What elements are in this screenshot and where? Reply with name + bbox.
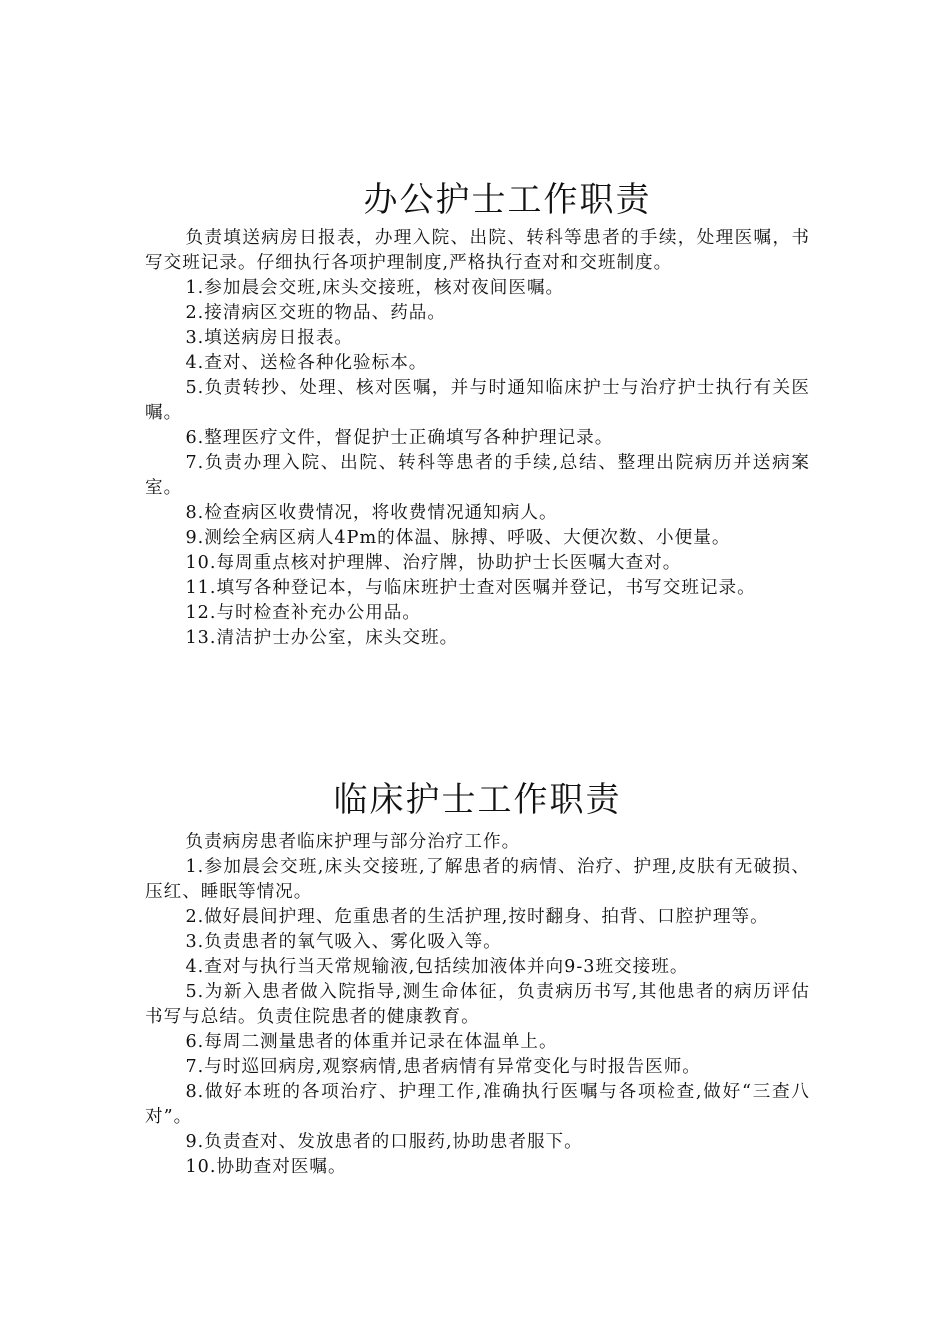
duty-list	[145, 276, 810, 651]
duty-item: 10.协助查对医嘱。	[185, 1157, 347, 1177]
duty-item: 9.测绘全病区病人4Pm的体温、脉搏、呼吸、大便次数、小便量。	[185, 528, 731, 548]
duty-item: 8.检查病区收费情况，将收费情况通知病人。	[185, 503, 558, 523]
duty-item: 8.做好本班的各项治疗、护理工作,准确执行医嘱与各项检查,做好“三查八对”。	[145, 1082, 810, 1127]
duty-item: 10.每周重点核对护理牌、治疗牌，协助护士长医嘱大查对。	[185, 553, 682, 573]
section-title: 临床护士工作职责	[333, 780, 622, 820]
duty-item: 3.负责患者的氧气吸入、雾化吸入等。	[185, 932, 502, 952]
clinical-nurse-section	[145, 776, 810, 1180]
duty-item: 13.清洁护士办公室，床头交班。	[185, 628, 459, 648]
section-intro: 负责填送病房日报表，办理入院、出院、转科等患者的手续，处理医嘱，书写交班记录。仔细执行各项护理制度,严格执行查对和交班制度。	[145, 228, 810, 273]
duty-item: 5.为新入患者做入院指导,测生命体征，负责病历书写,其他患者的病历评估书写与总结。负责住院患者的健康教育。	[145, 982, 810, 1027]
duty-item: 2.接清病区交班的物品、药品。	[185, 303, 446, 323]
duty-item: 7.负责办理入院、出院、转科等患者的手续,总结、整理出院病历并送病案室。	[145, 453, 810, 498]
duty-item: 5.负责转抄、处理、核对医嘱，并与时通知临床护士与治疗护士执行有关医嘱。	[145, 378, 810, 423]
section-intro: 负责病房患者临床护理与部分治疗工作。	[185, 832, 521, 852]
duty-list	[145, 855, 810, 1180]
duty-item: 2.做好晨间护理、危重患者的生活护理,按时翻身、拍背、口腔护理等。	[185, 907, 769, 927]
duty-item: 4.查对与执行当天常规输液,包括续加液体并向9-3班交接班。	[185, 957, 689, 977]
duty-item: 4.查对、送检各种化验标本。	[185, 353, 428, 373]
duty-item: 12.与时检查补充办公用品。	[185, 603, 421, 623]
office-nurse-section	[145, 176, 810, 651]
duty-item: 6.整理医疗文件，督促护士正确填写各种护理记录。	[185, 428, 614, 448]
duty-item: 6.每周二测量患者的体重并记录在体温单上。	[185, 1032, 558, 1052]
duty-item: 11.填写各种登记本，与临床班护士查对医嘱并登记，书写交班记录。	[185, 578, 756, 598]
duty-item: 1.参加晨会交班,床头交接班,了解患者的病情、治疗、护理,皮肤有无破损、压红、睡眠等情况。	[145, 857, 810, 902]
duty-item: 7.与时巡回病房,观察病情,患者病情有异常变化与时报告医师。	[185, 1057, 701, 1077]
duty-item: 3.填送病房日报表。	[185, 328, 354, 348]
duty-item: 1.参加晨会交班,床头交接班，核对夜间医嘱。	[185, 278, 565, 298]
duty-item: 9.负责查对、发放患者的口服药,协助患者服下。	[185, 1132, 583, 1152]
section-title: 办公护士工作职责	[363, 180, 652, 220]
